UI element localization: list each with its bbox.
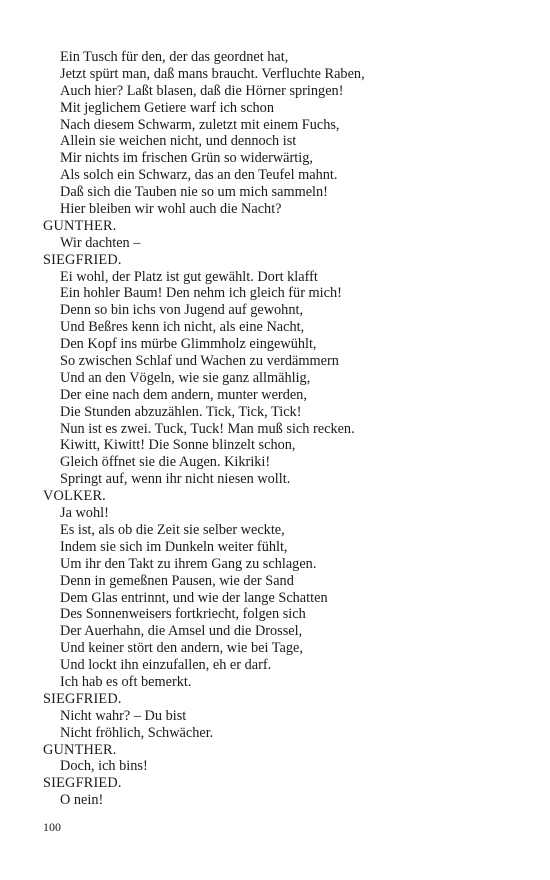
verse-line: Und lockt ihn einzufallen, eh er darf. — [60, 657, 272, 674]
verse-line: Ein Tusch für den, der das geordnet hat, — [60, 49, 289, 65]
verse-line: Mir nichts im frischen Grün so widerwärtig, — [60, 150, 313, 167]
verse-line: Dem Glas entrinnt, und wie der lange Schatten — [60, 589, 328, 606]
verse-line: Ja wohl! — [60, 505, 109, 522]
verse-line: Kiwitt, Kiwitt! Die Sonne blinzelt schon, — [60, 437, 296, 454]
verse-line: Den Kopf ins mürbe Glimmholz eingewühlt, — [60, 336, 317, 353]
verse-line: O nein! — [60, 792, 104, 809]
verse-line: Der eine nach dem andern, munter werden, — [60, 386, 307, 403]
verse-line: Wir dachten – — [60, 234, 141, 251]
speaker-name: SIEGFRIED. — [43, 690, 122, 707]
verse-line: Der Auerhahn, die Amsel und die Drossel, — [60, 623, 303, 640]
verse-line: Als solch ein Schwarz, das an den Teufel mahnt. — [60, 167, 338, 184]
speaker-name: SIEGFRIED. — [43, 775, 122, 792]
drama-text — [43, 49, 523, 809]
verse-line: Mit jeglichem Getiere warf ich schon — [60, 99, 274, 116]
verse-line: Indem sie sich im Dunkeln weiter fühlt, — [60, 538, 288, 555]
verse-line: Ei wohl, der Platz ist gut gewählt. Dort klafft — [60, 268, 318, 285]
verse-line: Gleich öffnet sie die Augen. Kikriki! — [60, 454, 271, 471]
verse-line: Auch hier? Laßt blasen, daß die Hörner springen! — [60, 82, 344, 99]
verse-line: Nun ist es zwei. Tuck, Tuck! Man muß sich recken. — [60, 420, 355, 437]
verse-line: Um ihr den Takt zu ihrem Gang zu schlagen. — [60, 555, 317, 572]
verse-line: Springt auf, wenn ihr nicht niesen wollt. — [60, 471, 291, 488]
verse-line: Des Sonnenweisers fortkriecht, folgen sich — [60, 606, 306, 623]
verse-line: Und an den Vögeln, wie sie ganz allmählig, — [60, 369, 311, 386]
verse-line: Denn in gemeßnen Pausen, wie der Sand — [60, 572, 294, 589]
verse-line: Und Beßres kenn ich nicht, als eine Nacht, — [60, 319, 305, 336]
verse-line: Jetzt spürt man, daß mans braucht. Verfluchte Raben, — [60, 65, 365, 82]
speaker-name: SIEGFRIED. — [43, 251, 122, 268]
verse-line: So zwischen Schlaf und Wachen zu verdämmern — [60, 353, 339, 370]
verse-line: Nicht fröhlich, Schwächer. — [60, 724, 214, 741]
verse-line: Denn so bin ichs von Jugend auf gewohnt, — [60, 302, 304, 319]
speaker-name: GUNTHER. — [43, 741, 117, 758]
verse-line: Hier bleiben wir wohl auch die Nacht? — [60, 201, 282, 218]
verse-line: Es ist, als ob die Zeit sie selber weckte, — [60, 521, 285, 538]
verse-line: Nach diesem Schwarm, zuletzt mit einem Fuchs, — [60, 116, 340, 133]
verse-line: Und keiner stört den andern, wie bei Tage, — [60, 640, 303, 657]
verse-line: Doch, ich bins! — [60, 758, 148, 775]
speaker-name: GUNTHER. — [43, 217, 117, 234]
verse-line: Ein hohler Baum! Den nehm ich gleich für mich! — [60, 285, 342, 302]
verse-line: Daß sich die Tauben nie so um mich sammeln! — [60, 184, 328, 201]
verse-line: Ich hab es oft bemerkt. — [60, 673, 192, 690]
page-number: 100 — [43, 820, 61, 834]
verse-line: Allein sie weichen nicht, und dennoch ist — [60, 133, 297, 150]
verse-line: Die Stunden abzuzählen. Tick, Tick, Tick! — [60, 403, 302, 420]
speaker-name: VOLKER. — [43, 488, 106, 505]
verse-line: Nicht wahr? – Du bist — [60, 707, 187, 724]
